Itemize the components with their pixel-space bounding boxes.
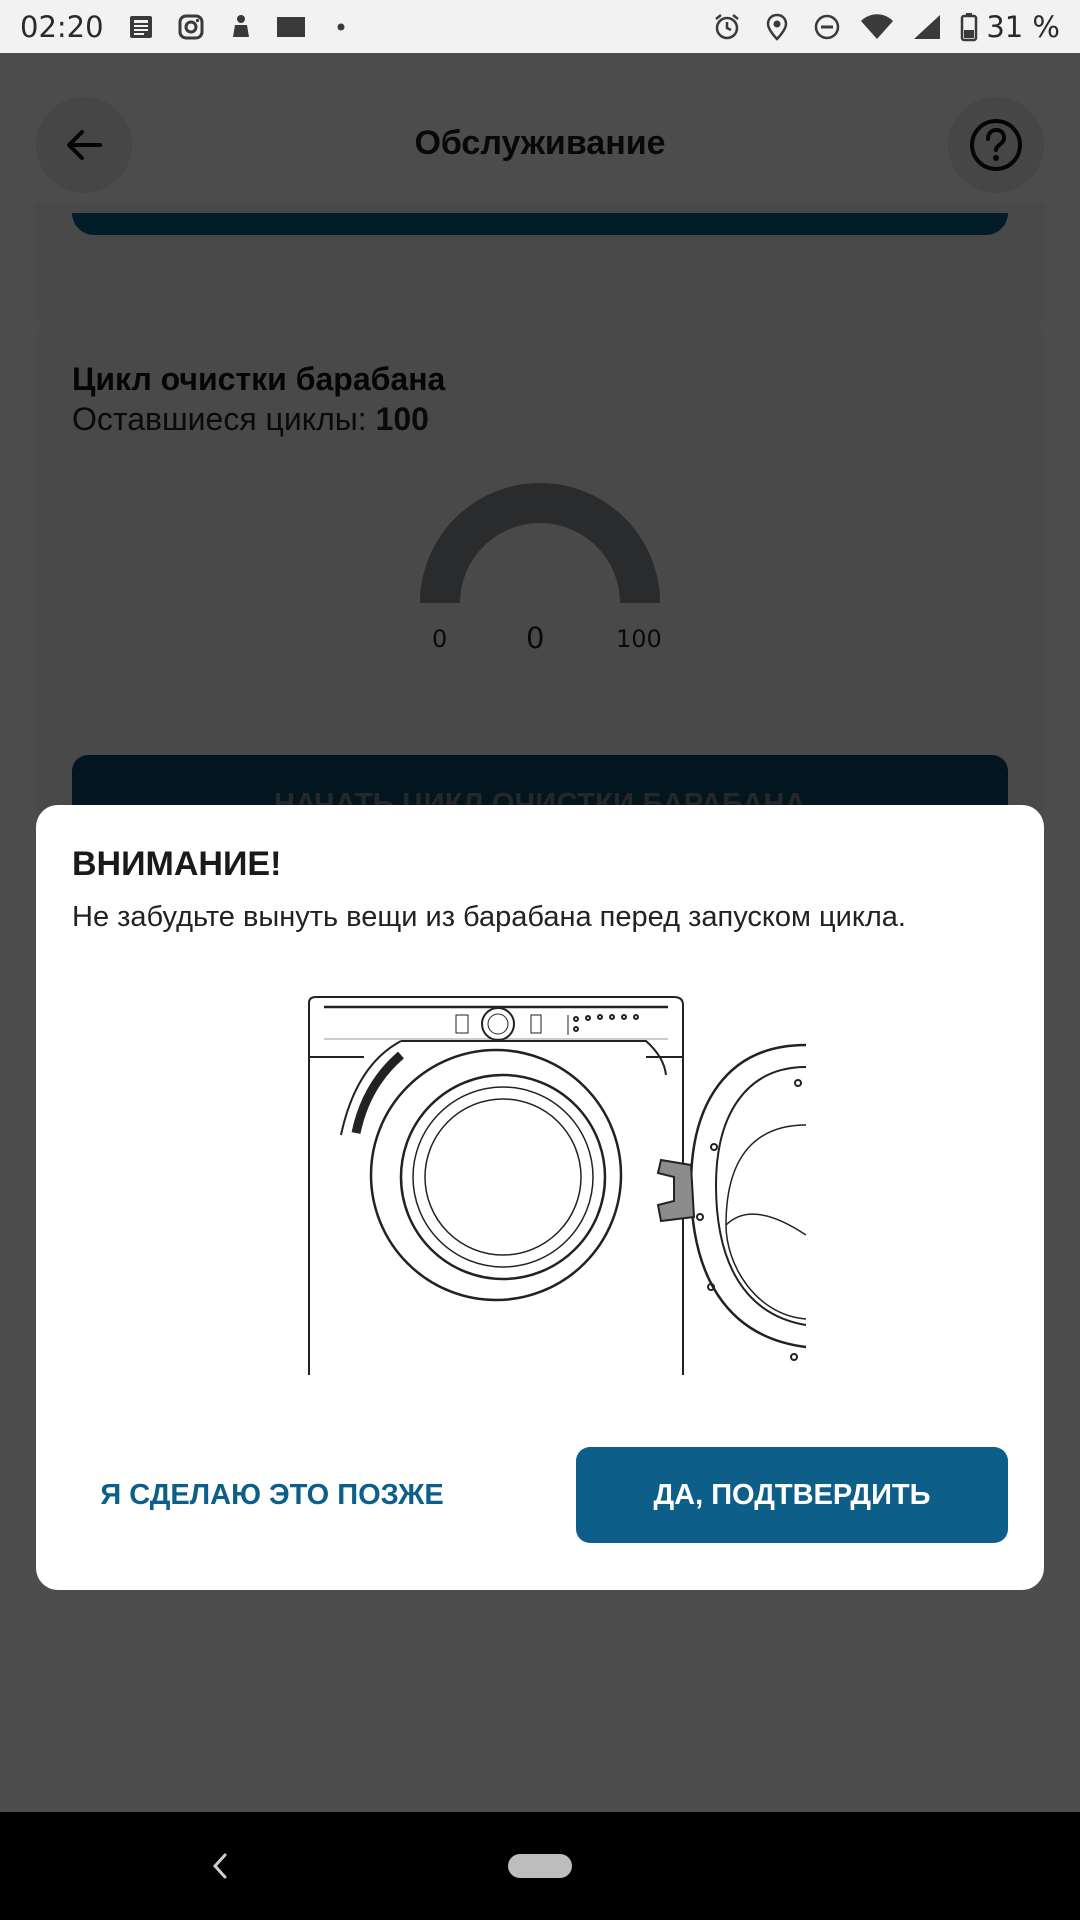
later-button[interactable]: Я СДЕЛАЮ ЭТО ПОЗЖЕ [100,1478,444,1511]
dnd-icon [808,8,846,46]
alarm-icon [708,8,746,46]
image-icon [272,8,310,46]
dialog-title: ВНИМАНИЕ! [72,845,282,883]
washing-machine-illustration [306,985,806,1385]
status-time: 02:20 [20,9,104,44]
instagram-icon [172,8,210,46]
wifi-icon [858,8,896,46]
location-icon [758,8,796,46]
app-icon [222,8,260,46]
chevron-left-icon [210,1852,230,1880]
system-nav-bar [0,1812,1080,1920]
status-right [708,8,1060,46]
signal-icon [908,8,946,46]
nav-home-pill[interactable] [508,1854,572,1878]
news-icon [122,8,160,46]
battery-percent: 31 % [986,9,1060,44]
status-bar [0,0,1080,53]
nav-back-button[interactable] [200,1842,240,1890]
battery-icon [958,8,980,46]
dialog-message: Не забудьте вынуть вещи из барабана перед запуском цикла. [72,901,906,933]
confirm-button[interactable]: ДА, ПОДТВЕРДИТЬ [576,1447,1008,1543]
dot-icon [322,8,360,46]
warning-dialog [36,805,1044,1590]
